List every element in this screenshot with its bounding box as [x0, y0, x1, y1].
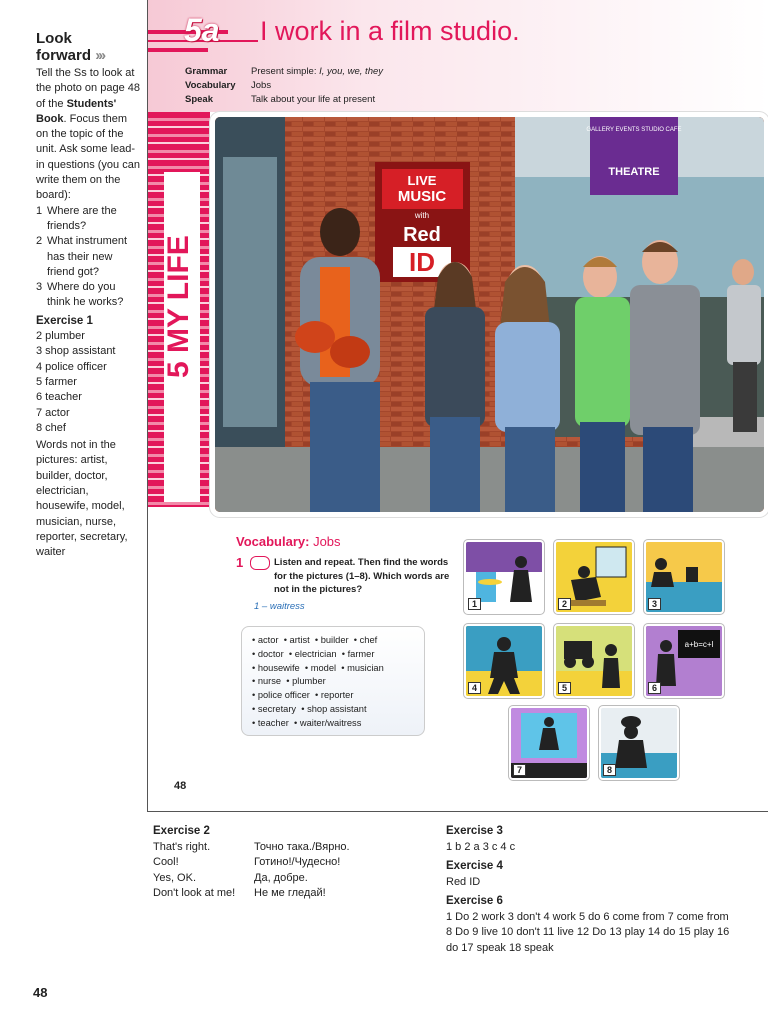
photo-illustration: [215, 117, 764, 512]
exercise-answers-right: [446, 824, 736, 956]
answer-item: 3 shop assistant: [36, 345, 116, 358]
job-picture-8: 8: [599, 706, 679, 780]
svg-text:with: with: [414, 211, 430, 220]
example-answer: 1 – waitress: [254, 600, 305, 612]
phrase-row: Yes, OK. Да, добре.: [153, 871, 308, 884]
phrase-row: Cool! Готино!/Чудесно!: [153, 856, 341, 868]
phrase-row: Don't look at me! Не ме гледай!: [153, 887, 326, 899]
question-item: 2 What instrument has their new friend got?: [36, 235, 128, 278]
exercise-number: 1: [236, 555, 244, 570]
exercise4-answer: Red ID: [446, 875, 481, 888]
answer-item: 5 farmer: [36, 375, 77, 388]
job-picture-5: 5: [554, 624, 634, 698]
look-forward-heading: Look forward ›››: [36, 30, 105, 64]
answer-item: 4 police officer: [36, 360, 107, 373]
answer-item: 6 teacher: [36, 391, 82, 404]
job-picture-7: 7: [509, 706, 589, 780]
teacher-notes: [36, 30, 140, 561]
job-picture-2: 2: [554, 540, 634, 614]
unit-side-label: 5 MY LIFE: [162, 235, 195, 378]
answer-item: 8 chef: [36, 421, 66, 434]
answer-item: 2 plumber: [36, 330, 85, 343]
exercise6-heading: Exercise 6: [446, 895, 503, 907]
exercise1-answers: [36, 329, 140, 436]
phrase-row: That's right. Точно така./Вярно.: [153, 840, 350, 853]
audio-icon: [250, 556, 270, 570]
job-picture-1: 1: [464, 540, 544, 614]
exercise4-heading: Exercise 4: [446, 860, 503, 872]
aim-row-vocabulary: Vocabulary Jobs: [185, 80, 272, 91]
not-in-pictures-note: Words not in the pictures: artist, builder, doctor, electrician, housewife, model, musician, nurse, reporter, secretary, waiter: [36, 439, 128, 559]
exercise1-heading: Exercise 1: [36, 314, 93, 327]
unit-photo: [210, 112, 768, 517]
svg-text:ID: ID: [409, 247, 435, 277]
jobs-word-box: • actor • artist • builder • chef • doctor • electrician • farmer • housewife • model • musician • nurse • plumber • police officer • reporter • secretary • shop assistant • teacher • waiter/waitress: [241, 626, 425, 736]
svg-text:a+b=c+l: a+b=c+l: [684, 640, 714, 649]
header-band: [148, 0, 768, 112]
vocabulary-heading: Vocabulary: Jobs: [236, 534, 341, 549]
svg-text:LIVE: LIVE: [407, 173, 437, 188]
chevrons-icon: ›››: [95, 47, 105, 64]
answer-item: 7 actor: [36, 406, 70, 419]
page-number: 48: [33, 985, 48, 1000]
exercise2-heading: Exercise 2: [153, 825, 210, 837]
aim-row-speak: Speak Talk about your life at present: [185, 94, 376, 105]
exercise1-instruction: 1 Listen and repeat. Then find the words for the pictures (1–8). Which words are not in the pictures? 1 – waitress: [236, 555, 450, 612]
job-picture-4: 4: [464, 624, 544, 698]
intro-text: Tell the Ss to look at the photo on page 48 of the Students' Book. Focus them on the topic of the unit. Ask some lead-in questions (you can write them on the board):: [36, 67, 140, 202]
question-item: 3 Where do you think he works?: [36, 281, 124, 309]
job-picture-3: 3: [644, 540, 724, 614]
exercise6-answer: 1 Do 2 work 3 don't 4 work 5 do 6 come from 7 come from 8 Do 9 live 10 don't 11 live 12 Do 13 play 14 do 15 play 16 do 17 speak 18 speak: [446, 910, 730, 954]
question-item: 1 Where are the friends?: [36, 204, 117, 232]
exercise3-heading: Exercise 3: [446, 825, 503, 837]
svg-text:Red: Red: [403, 224, 441, 246]
lead-in-questions: [36, 204, 140, 311]
svg-text:GALLERY EVENTS STUDIO CAFE: GALLERY EVENTS STUDIO CAFE: [586, 127, 682, 133]
lesson-aims: [185, 65, 383, 107]
aim-row-grammar: Grammar Present simple: I, you, we, they: [185, 66, 384, 77]
exercise3-answer: 1 b 2 a 3 c 4 c: [446, 840, 516, 853]
svg-text:THEATRE: THEATRE: [608, 166, 660, 178]
job-picture-6: a+b=c+l 6: [644, 624, 724, 698]
unit-title: I work in a film studio.: [260, 16, 520, 46]
exercise2-answers: [153, 824, 433, 902]
students-book-page: [147, 0, 768, 812]
book-page-number: 48: [174, 780, 187, 792]
svg-text:MUSIC: MUSIC: [397, 188, 447, 205]
unit-number: 5a: [184, 12, 220, 48]
